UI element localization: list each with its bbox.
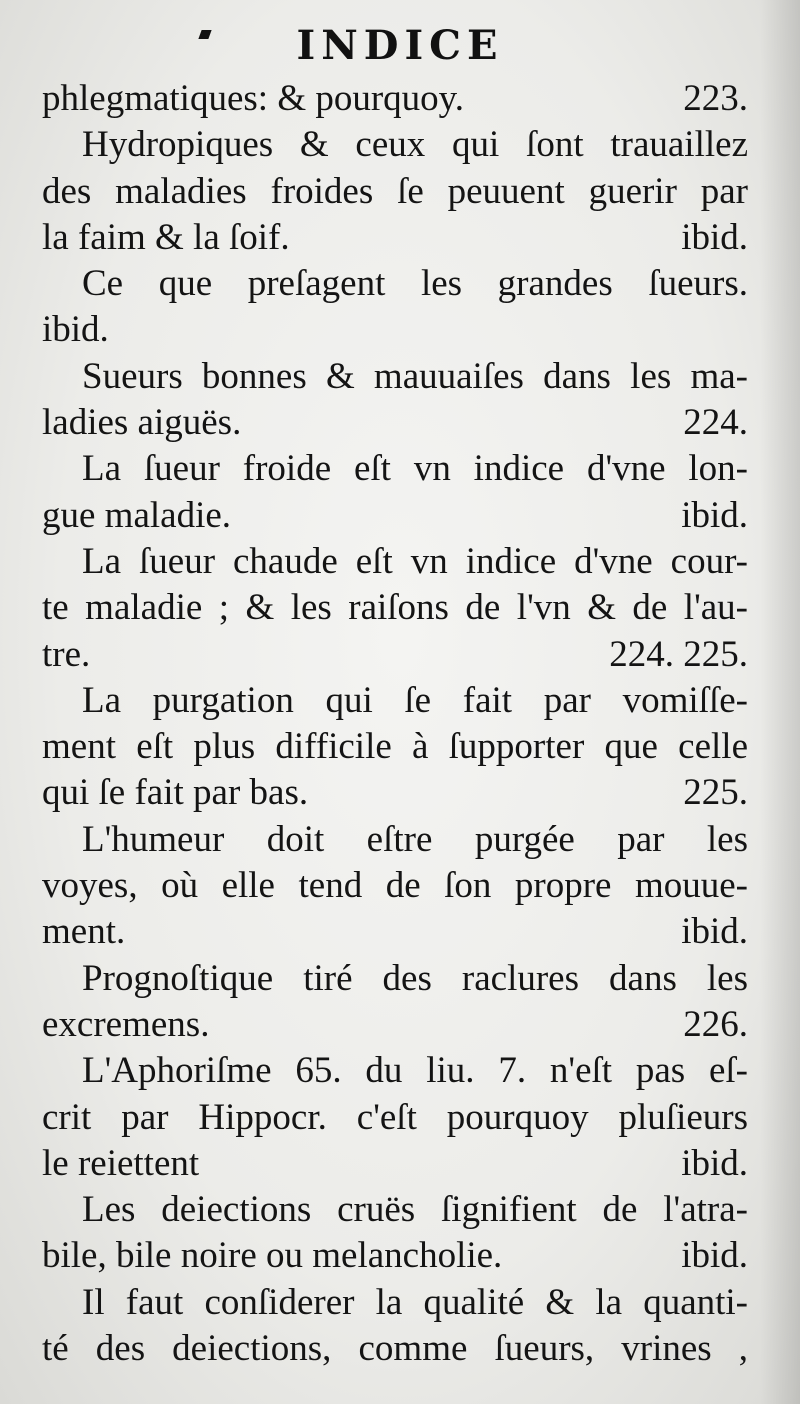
page-reference: 223. — [683, 78, 748, 119]
page-reference: 225. — [683, 772, 748, 814]
index-line — [42, 215, 748, 261]
index-line — [42, 770, 748, 816]
index-line — [42, 1002, 748, 1048]
index-line — [42, 585, 748, 631]
index-line-text: té des deiections, comme ſueurs, vrines , — [42, 1328, 748, 1370]
index-line-text: bile, bile noire ou melancholie. — [42, 1235, 503, 1277]
index-line — [42, 1233, 748, 1279]
index-line — [42, 354, 748, 400]
page-reference: 226. — [683, 1003, 748, 1045]
index-line — [42, 1187, 748, 1233]
index-line-text: la faim & la ſoif. — [42, 216, 290, 258]
index-line-text: Les deiections cruës ſignifient de l'atra- — [82, 1189, 748, 1231]
index-line-text: excremens. — [42, 1003, 210, 1045]
page-reference: ibid. — [681, 1142, 748, 1184]
index-line-text: crit par Hippocr. c'eſt pourquoy pluſieurs — [42, 1096, 748, 1138]
index-line — [42, 863, 748, 909]
index-line — [42, 909, 748, 955]
index-line — [42, 956, 748, 1002]
index-line — [42, 493, 748, 539]
index-line-text: La ſueur froide eſt vn indice d'vne lon- — [82, 448, 748, 490]
index-line-text: phlegmatiques: & pourquoy. — [42, 78, 465, 119]
index-line-text: Hydropiques & ceux qui ſont trauaillez — [82, 124, 748, 166]
index-line-text: Ce que preſagent les grandes ſueurs. — [82, 263, 748, 305]
page-reference: 224. 225. — [609, 633, 748, 675]
index-line — [42, 261, 748, 307]
index-line-text: ladies aiguës. — [42, 402, 242, 444]
page-reference: ibid. — [681, 494, 748, 536]
index-line-text: L'Aphoriſme 65. du liu. 7. n'eſt pas eſ- — [82, 1050, 748, 1092]
running-head: INDICE — [296, 22, 504, 69]
index-line-text: Il faut conſiderer la qualité & la quanti- — [82, 1281, 748, 1323]
index-line — [42, 1326, 748, 1372]
index-line-text: voyes, où elle tend de ſon propre mouue- — [42, 865, 748, 907]
index-line-text: te maladie ; & les raiſons de l'vn & de l'au- — [42, 587, 748, 629]
index-line-text: La ſueur chaude eſt vn indice d'vne cour- — [82, 540, 748, 582]
index-line — [42, 678, 748, 724]
index-line-text: qui ſe fait par bas. — [42, 772, 309, 814]
index-line — [42, 1141, 748, 1187]
index-line-text: des maladies froides ſe peuuent guerir par — [42, 170, 748, 212]
index-line — [42, 1048, 748, 1094]
index-line — [42, 1280, 748, 1326]
index-line-text: Sueurs bonnes & mauuaiſes dans les ma- — [82, 355, 748, 397]
index-line — [42, 1095, 748, 1141]
index-line — [42, 122, 748, 168]
index-line-text: ibid. — [42, 309, 109, 351]
index-line-text: gue maladie. — [42, 494, 232, 536]
index-line-text: tre. — [42, 633, 91, 675]
index-line-text: La purgation qui ſe fait par vomiſſe- — [82, 679, 748, 721]
index-line — [42, 632, 748, 678]
index-line — [42, 724, 748, 770]
page-reference: 224. — [683, 402, 748, 444]
index-line — [42, 817, 748, 863]
index-line — [42, 307, 748, 353]
index-line — [42, 446, 748, 492]
page-reference: ibid. — [681, 911, 748, 953]
index-line-text: le reiettent — [42, 1142, 200, 1184]
index-line — [42, 539, 748, 585]
index-line — [42, 76, 748, 122]
index-line-text: L'humeur doit eſtre purgée par les — [82, 818, 748, 860]
page-edge-shadow — [760, 0, 800, 1404]
index-line-text: ment eſt plus difficile à ſupporter que celle — [42, 726, 748, 768]
index-line-text: ment. — [42, 911, 126, 953]
page-reference: ibid. — [681, 216, 748, 258]
index-line-text: Prognoſtique tiré des raclures dans les — [82, 957, 748, 999]
page-reference: ibid. — [681, 1235, 748, 1277]
index-entries — [42, 76, 748, 1372]
index-line — [42, 169, 748, 215]
index-line — [42, 400, 748, 446]
